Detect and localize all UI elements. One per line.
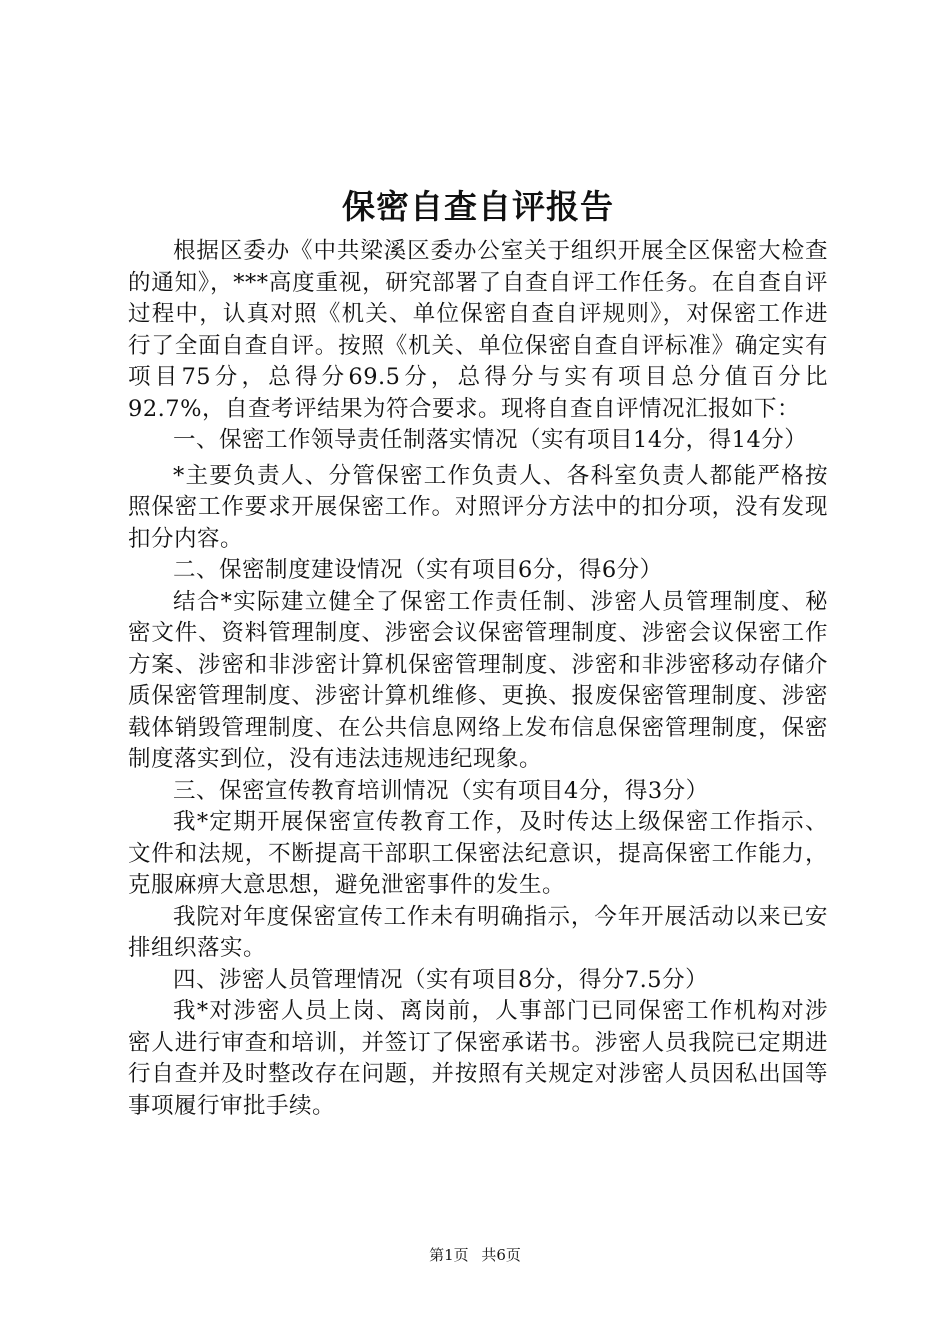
section-3-body-2: 我院对年度保密宣传工作未有明确指示，今年开展活动以来已安排组织落实。	[128, 903, 828, 961]
page-total: 共6页	[481, 1246, 521, 1264]
section-4-heading: 四、涉密人员管理情况（实有项目8分，得分7.5分）	[173, 966, 709, 993]
intro-paragraph: 根据区委办《中共梁溪区委办公室关于组织开展全区保密大检查的通知》，***高度重视，研究部署了自查自评工作任务。在自查自评过程中，认真对照《机关、单位保密自查自评规则》，对保密工作进行了全面自查自评。按照《机关、单位保密自查自评标准》确定实有项目75分，总得分69.5分，总得分与实有项目总分值百分比92.7%，自查考评结果为符合要求。现将自查自评情况汇报如下：	[128, 238, 828, 422]
section-1-body: *主要负责人、分管保密工作负责人、各科室负责人都能严格按照保密工作要求开展保密工作。对照评分方法中的扣分项，没有发现扣分内容。	[128, 462, 828, 552]
section-2-body: 结合*实际建立健全了保密工作责任制、涉密人员管理制度、秘密文件、资料管理制度、涉密会议保密管理制度、涉密会议保密工作方案、涉密和非涉密计算机保密管理制度、涉密和非涉密移动存储介质保密管理制度、涉密计算机维修、更换、报废保密管理制度、涉密载体销毁管理制度、在公共信息网络上发布信息保密管理制度，保密制度落实到位，没有违法违规违纪现象。	[128, 588, 828, 772]
section-3-heading: 三、保密宣传教育培训情况（实有项目4分，得3分）	[173, 777, 709, 804]
section-1-heading: 一、保密工作领导责任制落实情况（实有项目14分，得14分）	[173, 427, 808, 453]
section-2-heading: 二、保密制度建设情况（实有项目6分，得6分）	[173, 557, 663, 583]
document-page	[128, 182, 828, 1122]
document-title: 保密自查自评报告	[342, 187, 614, 226]
section-3-body: 我*定期开展保密宣传教育工作，及时传达上级保密工作指示、文件和法规，不断提高干部职工保密法纪意识，提高保密工作能力，克服麻痹大意思想，避免泄密事件的发生。	[128, 809, 828, 898]
section-4-body: 我*对涉密人员上岗、离岗前，人事部门已同保密工作机构对涉密人进行审查和培训，并签订了保密承诺书。涉密人员我院已定期进行自查并及时整改存在问题，并按照有关规定对涉密人员因私出国等事项履行审批手续。	[128, 998, 828, 1119]
page-footer	[0, 1244, 950, 1266]
page-number: 第1页	[429, 1246, 469, 1264]
